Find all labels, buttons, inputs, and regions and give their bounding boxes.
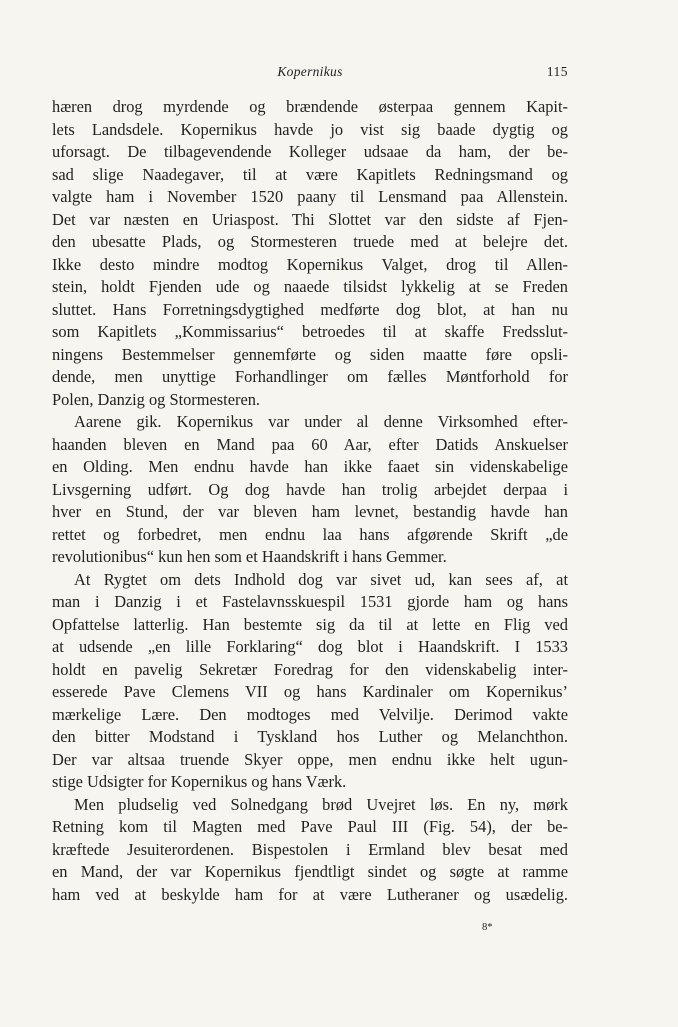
paragraph-first-line: Men pludselig ved Solnedgang brød Uvejret løs. En ny, mørk	[74, 794, 568, 814]
text-line: den ubesatte Plads, og Stormesteren truede med at belejre det.	[52, 232, 568, 251]
signature-mark: 8*	[482, 922, 493, 933]
paragraph-first-line: At Rygtet om dets Indhold dog var sivet ud, kan sees af, at	[74, 569, 568, 589]
text-line: sad slige Naadegaver, til at være Kapitlets Redningsmand og	[52, 164, 568, 184]
text-line: Der var altsaa truende Skyer oppe, men endnu ikke helt ugun-	[52, 749, 568, 769]
text-line: som Kapitlets „Kommissarius“ betroedes til at skaffe Fredsslut-	[52, 322, 568, 341]
text-line: Retning kom til Magten med Pave Paul III (Fig. 54), der be-	[52, 817, 568, 836]
text-line: holdt en pavelig Sekretær Foredrag for den videnskabelig inter-	[52, 659, 568, 679]
text-line: esserede Pave Clemens VII og hans Kardinaler om Kopernikus’	[52, 682, 568, 701]
paragraph-end-line: revolutionibus“ kun hen som et Haandskrift i hans Gemmer.	[52, 547, 447, 566]
text-line: en Olding. Men endnu havde han ikke faaet sin videnskabelige	[52, 457, 568, 476]
text-line: Ikke desto mindre modtog Kopernikus Valget, drog til Allen-	[52, 254, 568, 274]
text-line: stein, holdt Fjenden ude og naaede tilsidst lykkelig at se Freden	[52, 277, 568, 296]
text-line: Det var næsten en Uriaspost. Thi Slottet var den sidste af Fjen-	[52, 209, 568, 229]
text-line: kræftede Jesuiterordenen. Bispestolen i Ermland blev besat med	[52, 839, 568, 859]
text-line: man i Danzig i et Fastelavnsskuespil 1531 gjorde ham og hans	[52, 592, 568, 611]
text-line: Livsgerning udført. Og dog havde han trolig arbejdet derpaa i	[52, 479, 568, 499]
paragraph-first-line: Aarene gik. Kopernikus var under al denne Virksomhed efter-	[74, 412, 568, 431]
text-line: hæren drog myrdende og brændende østerpaa gennem Kapit-	[52, 97, 568, 116]
text-line: dende, men unyttige Forhandlinger om fælles Møntforhold for	[52, 367, 568, 386]
text-line: sluttet. Hans Forretningsdygtighed medførte dog blot, at han nu	[52, 299, 568, 319]
paragraph-end-line: stige Udsigter for Kopernikus og hans Værk.	[52, 772, 347, 791]
page-number: 115	[546, 64, 568, 79]
text-line: en Mand, der var Kopernikus fjendtligt sindet og søgte at ramme	[52, 862, 568, 881]
running-title: Kopernikus	[277, 64, 343, 79]
text-line: uforsagt. De tilbagevendende Kolleger udsaae da ham, der be-	[52, 142, 568, 161]
text-line: at udsende „en lille Forklaring“ dog blot i Haandskrift. I 1533	[52, 637, 568, 656]
text-line: haanden bleven en Mand paa 60 Aar, efter Datids Anskuelser	[52, 434, 568, 454]
text-line: ham ved at beskylde ham for at være Lutheraner og usædelig.	[52, 884, 568, 904]
text-line: Opfattelse latterlig. Han bestemte sig da til at lette en Flig ved	[52, 614, 568, 634]
running-head	[52, 64, 568, 84]
text-line: lets Landsdele. Kopernikus havde jo vist sig baade dygtig og	[52, 119, 568, 139]
text-line: rettet og forbedret, men endnu laa hans afgørende Skrift „de	[52, 524, 568, 544]
paragraph-end-line: Polen, Danzig og Stormesteren.	[52, 389, 261, 409]
text-line: den bitter Modstand i Tyskland hos Luther og Melanchthon.	[52, 727, 568, 746]
book-page	[52, 0, 568, 1027]
text-line: hver en Stund, der var bleven ham levnet, bestandig havde han	[52, 502, 568, 521]
text-line: mærkelige Lære. Den modtoges med Velvilje. Derimod vakte	[52, 704, 568, 724]
body-text	[52, 96, 568, 906]
text-line: ningens Bestemmelser gennemførte og siden maatte føre opsli-	[52, 344, 568, 364]
text-line: valgte ham i November 1520 paany til Lensmand paa Allenstein.	[52, 187, 568, 206]
